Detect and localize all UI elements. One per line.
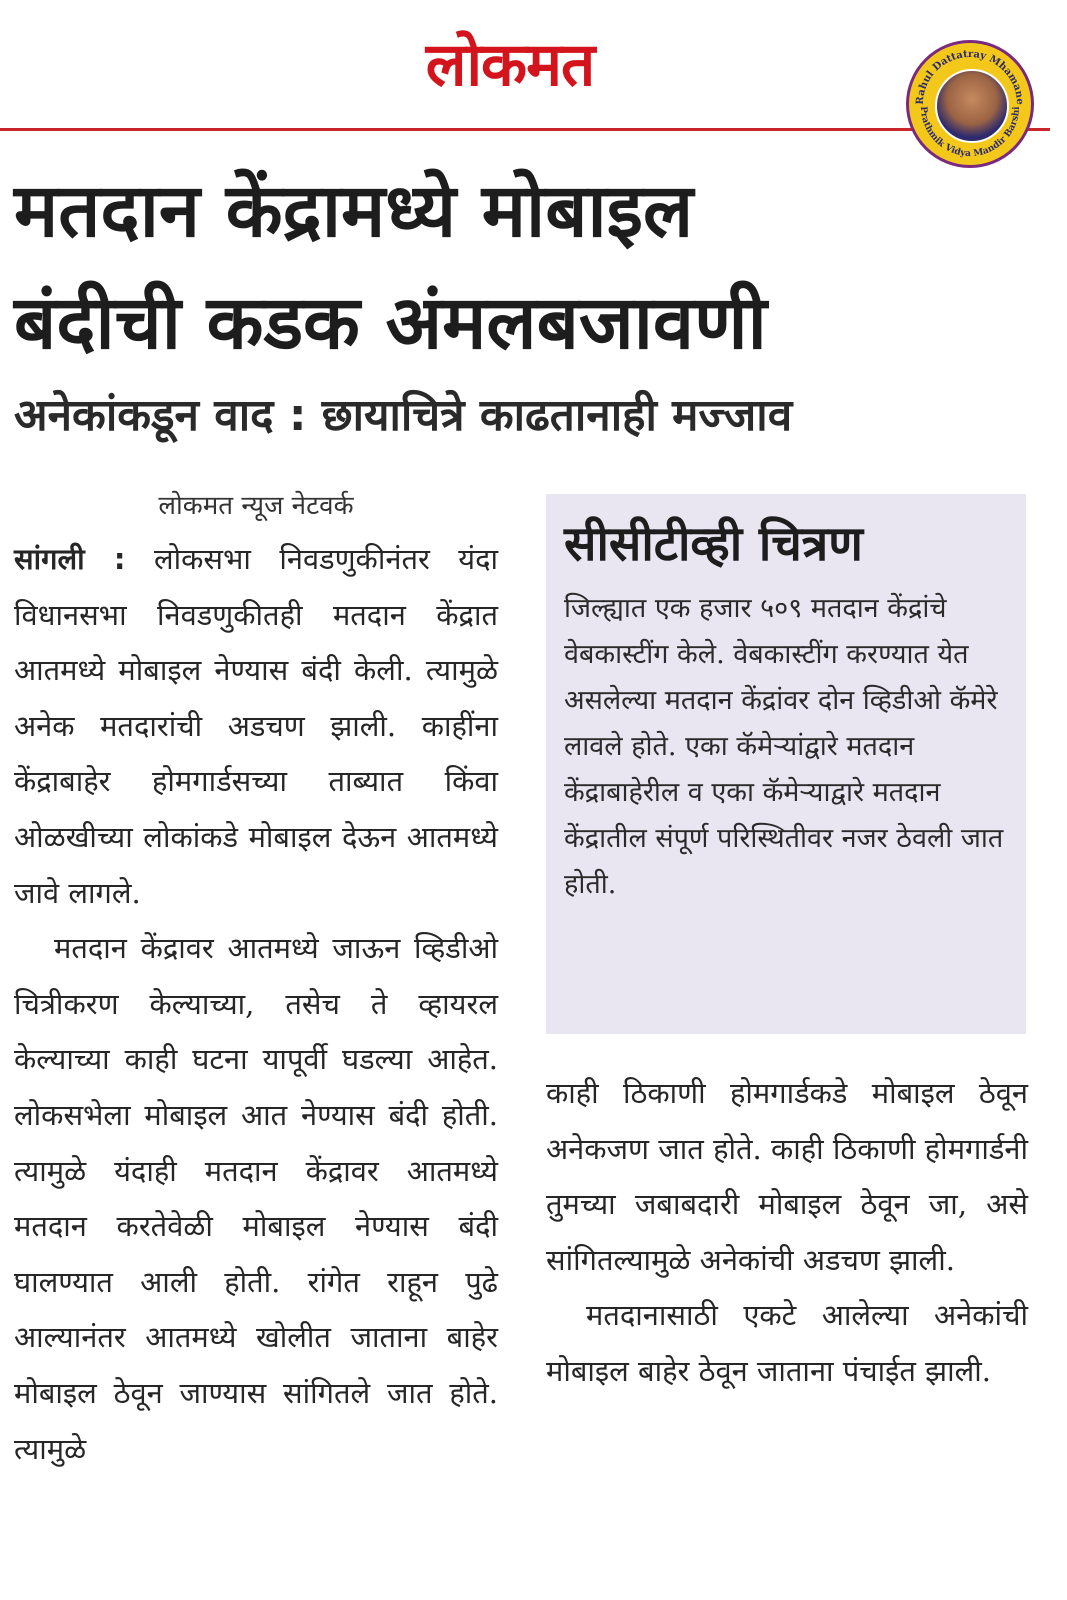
right-column	[546, 1066, 1028, 1400]
sidebar-title: सीसीटीव्ही चित्रण	[564, 516, 863, 572]
paragraph-1	[14, 532, 498, 921]
paragraph-1-text: लोकसभा निवडणुकीनंतर यंदा विधानसभा निवडणुकीतही मतदान केंद्रात आतमध्ये मोबाइल नेण्यास बंदी केली. त्यामुळे अनेक मतदारांची अडचण झाली. काहींना केंद्राबाहेर होमगार्डसच्या ताब्यात किंवा ओळखीच्या लोकांकडे मोबाइल देऊन आतमध्ये जावे लागले.	[14, 542, 498, 910]
dateline: सांगली :	[14, 542, 126, 576]
paragraph-4: मतदानासाठी एकटे आलेल्या अनेकांची मोबाइल बाहेर ठेवून जाताना पंचाईत झाली.	[546, 1298, 1028, 1388]
subheadline: अनेकांकडून वाद : छायाचित्रे काढतानाही मज्जाव	[14, 390, 793, 441]
left-column	[14, 486, 498, 1477]
author-badge	[906, 40, 1034, 168]
cctv-sidebar-box	[546, 494, 1026, 1034]
paragraph-2: मतदान केंद्रावर आतमध्ये जाऊन व्हिडीओ चित्रीकरण केल्याच्या, तसेच ते व्हायरल केल्याच्या काही घटना यापूर्वी घडल्या आहेत. लोकसभेला मोबाइल आत नेण्यास बंदी होती. त्यामुळे यंदाही मतदान केंद्रावर आतमध्ये मतदान करतेवेळी मोबाइल नेण्यास बंदी घालण्यात आली होती. रांगेत राहून पुढे आल्यानंतर आतमध्ये खोलीत जाताना बाहेर मोबाइल ठेवून जाण्यास सांगितले जात होते. त्यामुळे	[14, 931, 498, 1466]
masthead-rule	[0, 128, 1050, 131]
byline: लोकमत न्यूज नेटवर्क	[158, 491, 354, 521]
paragraph-3: काही ठिकाणी होमगार्डकडे मोबाइल ठेवून अनेकजण जात होते. काही ठिकाणी होमगार्डनी तुमच्या जबाबदारी मोबाइल ठेवून जा, असे सांगितल्यामुळे अनेकांची अडचण झाली.	[546, 1076, 1028, 1277]
badge-name: Rahul Dattatray Mhamane	[914, 48, 1026, 106]
newspaper-logo: लोकमत	[425, 30, 595, 100]
badge-school: Prathmik Vidya Mandir Barshi	[917, 106, 1023, 160]
sidebar-text: जिल्ह्यात एक हजार ५०९ मतदान केंद्रांचे वेबकास्टींग केले. वेबकास्टींग करण्यात येत असलेल्या मतदान केंद्रांवर दोन व्हिडीओ कॅमेरे लावले होते. एका कॅमेऱ्यांद्वारे मतदान केंद्राबाहेरील व एका कॅमेऱ्याद्वारे मतदान केंद्रातील संपूर्ण परिस्थितीवर नजर ठेवली जात होती.	[564, 593, 1004, 900]
author-photo	[935, 69, 1009, 143]
headline-line-1: मतदान केंद्रामध्ये मोबाइल	[14, 168, 694, 254]
headline-line-2: बंदीची कडक अंमलबजावणी	[14, 280, 767, 366]
